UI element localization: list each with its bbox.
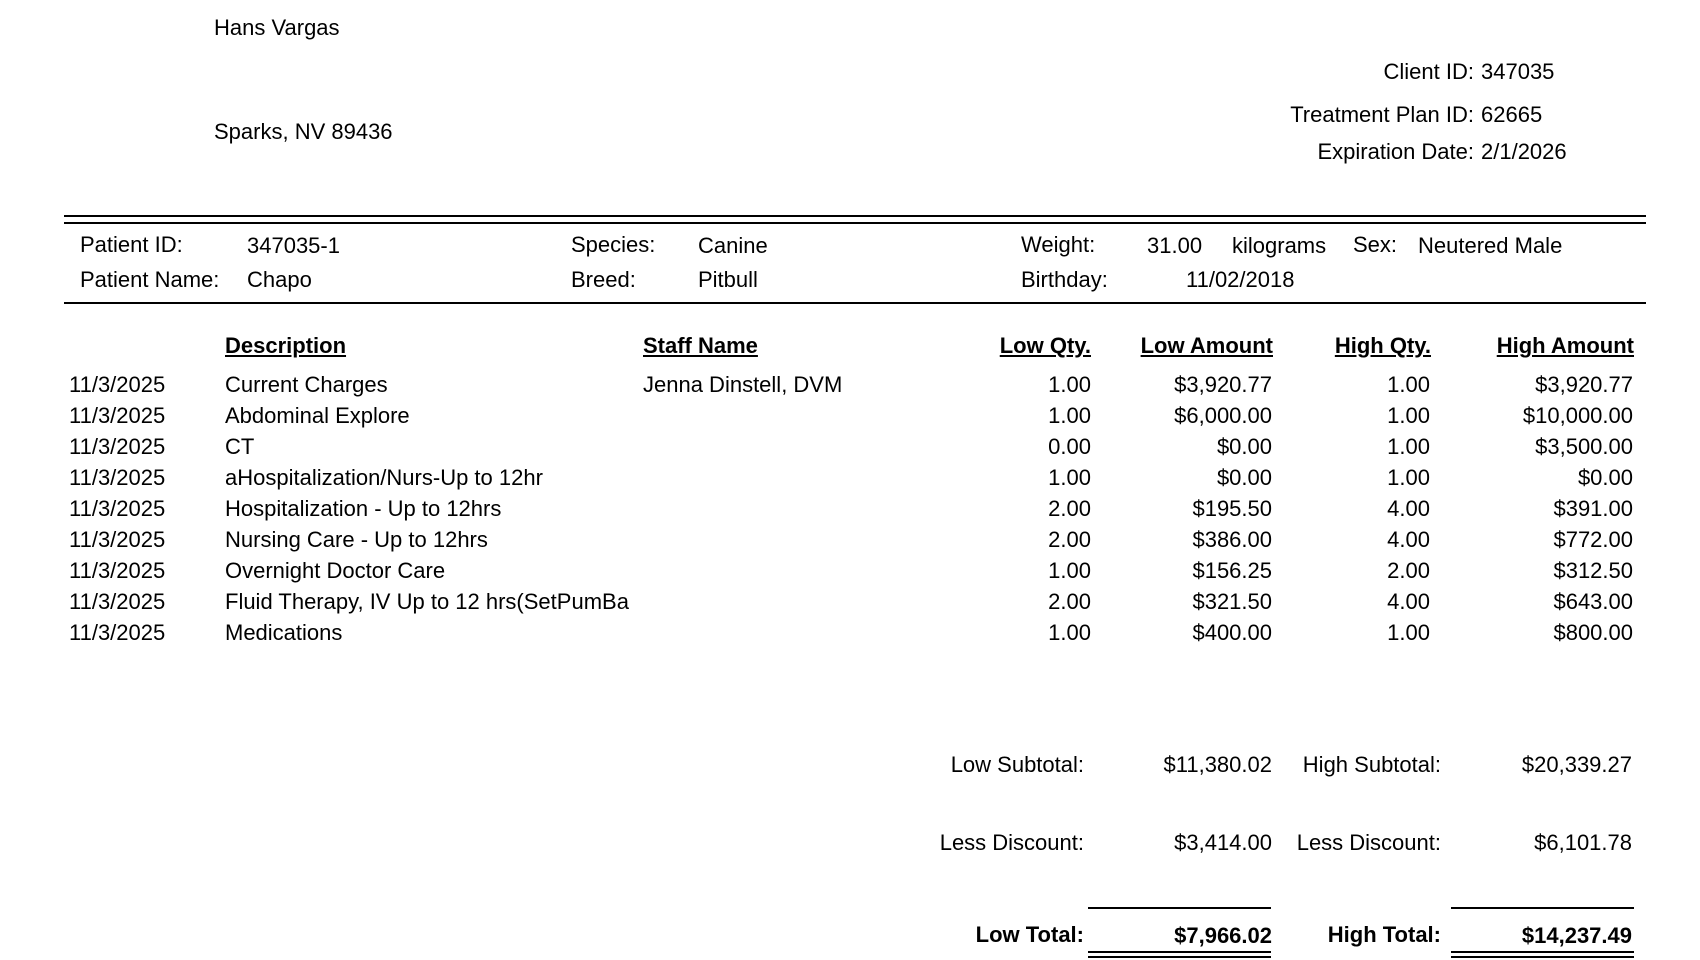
row-low-amount: $195.50 — [1192, 496, 1272, 521]
high-total-top-rule — [1451, 907, 1634, 909]
patient-top-rule-2 — [64, 222, 1646, 224]
row-date: 11/3/2025 — [69, 403, 166, 428]
row-low-amount: $3,920.77 — [1174, 372, 1272, 397]
row-high-qty: 4.00 — [1387, 496, 1430, 521]
row-high-qty: 4.00 — [1387, 589, 1430, 614]
row-staff-name: Jenna Dinstell, DVM — [643, 372, 843, 397]
breed-label: Breed: — [571, 267, 636, 292]
row-low-amount: $156.25 — [1192, 558, 1272, 583]
low-discount-value: $3,414.00 — [1174, 830, 1272, 855]
expiration-date-label: Expiration Date: — [1317, 139, 1474, 164]
client-id-label: Client ID: — [1383, 59, 1474, 84]
high-total-double-rule — [1451, 951, 1634, 953]
weight-unit: kilograms — [1232, 233, 1327, 258]
high-total-label: High Total: — [1327, 922, 1441, 947]
row-low-qty: 2.00 — [1048, 527, 1091, 552]
row-high-qty: 1.00 — [1387, 403, 1430, 428]
row-high-amount: $10,000.00 — [1522, 403, 1633, 428]
row-description: Current Charges — [225, 372, 388, 397]
breed-value: Pitbull — [698, 267, 758, 292]
row-low-amount: $386.00 — [1192, 527, 1272, 552]
column-header-high-amount: High Amount — [1496, 333, 1634, 358]
row-high-qty: 1.00 — [1387, 434, 1430, 459]
weight-value: 31.00 — [1147, 233, 1203, 258]
patient-bottom-rule — [64, 302, 1646, 304]
low-total-label: Low Total: — [975, 922, 1084, 947]
row-high-amount: $0.00 — [1577, 465, 1633, 490]
patient-name-label: Patient Name: — [80, 267, 220, 292]
sex-label: Sex: — [1353, 232, 1398, 257]
row-low-amount: $6,000.00 — [1174, 403, 1272, 428]
row-high-qty: 1.00 — [1387, 620, 1430, 645]
low-total-top-rule — [1088, 907, 1271, 909]
row-date: 11/3/2025 — [69, 558, 166, 583]
row-low-amount: $400.00 — [1192, 620, 1272, 645]
row-description: Abdominal Explore — [225, 403, 410, 428]
birthday-value: 11/02/2018 — [1186, 267, 1295, 292]
row-date: 11/3/2025 — [69, 589, 166, 614]
row-low-qty: 1.00 — [1048, 620, 1091, 645]
high-subtotal-label: High Subtotal: — [1302, 752, 1441, 777]
low-subtotal-value: $11,380.02 — [1163, 752, 1272, 777]
high-total-value: $14,237.49 — [1521, 923, 1632, 948]
row-high-amount: $3,920.77 — [1535, 372, 1633, 397]
column-header-staff-name: Staff Name — [643, 333, 758, 358]
row-low-qty: 0.00 — [1048, 434, 1091, 459]
birthday-label: Birthday: — [1021, 267, 1108, 292]
row-low-qty: 1.00 — [1048, 465, 1091, 490]
low-discount-label: Less Discount: — [939, 830, 1084, 855]
row-low-amount: $0.00 — [1216, 465, 1272, 490]
row-date: 11/3/2025 — [69, 434, 166, 459]
patient-id-value: 347035-1 — [247, 233, 340, 258]
row-high-amount: $391.00 — [1553, 496, 1633, 521]
row-high-qty: 2.00 — [1387, 558, 1430, 583]
row-date: 11/3/2025 — [69, 496, 166, 521]
weight-label: Weight: — [1021, 232, 1096, 257]
row-low-qty: 2.00 — [1048, 589, 1091, 614]
row-date: 11/3/2025 — [69, 620, 166, 645]
row-description: Nursing Care - Up to 12hrs — [225, 527, 488, 552]
column-header-low-amount: Low Amount — [1140, 333, 1273, 358]
column-header-high-qty: High Qty. — [1334, 333, 1431, 358]
row-high-amount: $772.00 — [1553, 527, 1633, 552]
row-low-qty: 1.00 — [1048, 403, 1091, 428]
row-description: aHospitalization/Nurs-Up to 12hr — [225, 465, 543, 490]
row-high-qty: 1.00 — [1387, 372, 1430, 397]
low-total-double-rule-2 — [1088, 956, 1271, 958]
high-discount-value: $6,101.78 — [1534, 830, 1632, 855]
row-low-qty: 1.00 — [1048, 372, 1091, 397]
patient-top-rule — [64, 215, 1646, 217]
row-description: Fluid Therapy, IV Up to 12 hrs(SetPumBa — [225, 589, 629, 614]
row-high-amount: $312.50 — [1553, 558, 1633, 583]
row-date: 11/3/2025 — [69, 465, 166, 490]
column-header-low-qty: Low Qty. — [999, 333, 1091, 358]
row-description: Medications — [225, 620, 343, 645]
low-subtotal-label: Low Subtotal: — [950, 752, 1084, 777]
patient-id-label: Patient ID: — [80, 232, 183, 257]
species-label: Species: — [571, 232, 656, 257]
row-description: CT — [225, 434, 255, 459]
row-high-amount: $800.00 — [1553, 620, 1633, 645]
row-high-qty: 1.00 — [1387, 465, 1430, 490]
row-low-amount: $0.00 — [1216, 434, 1272, 459]
patient-name-value: Chapo — [247, 267, 312, 292]
row-low-qty: 2.00 — [1048, 496, 1091, 521]
high-total-double-rule-2 — [1451, 956, 1634, 958]
row-low-qty: 1.00 — [1048, 558, 1091, 583]
sex-value: Neutered Male — [1418, 233, 1563, 258]
high-discount-label: Less Discount: — [1296, 830, 1441, 855]
client-city-line: Sparks, NV 89436 — [214, 119, 393, 144]
row-date: 11/3/2025 — [69, 372, 166, 397]
expiration-date-value: 2/1/2026 — [1481, 139, 1567, 164]
row-description: Overnight Doctor Care — [225, 558, 446, 583]
column-header-description: Description — [225, 333, 347, 358]
treatment-plan-id-label: Treatment Plan ID: — [1290, 102, 1474, 127]
row-description: Hospitalization - Up to 12hrs — [225, 496, 502, 521]
row-date: 11/3/2025 — [69, 527, 166, 552]
high-subtotal-value: $20,339.27 — [1521, 752, 1632, 777]
row-high-amount: $3,500.00 — [1535, 434, 1633, 459]
row-low-amount: $321.50 — [1192, 589, 1272, 614]
treatment-plan-id-value: 62665 — [1481, 102, 1543, 127]
low-total-double-rule — [1088, 951, 1271, 953]
client-name: Hans Vargas — [214, 15, 340, 40]
low-total-value: $7,966.02 — [1174, 923, 1272, 948]
row-high-qty: 4.00 — [1387, 527, 1430, 552]
row-high-amount: $643.00 — [1553, 589, 1633, 614]
species-value: Canine — [698, 233, 768, 258]
client-id-value: 347035 — [1481, 59, 1555, 84]
